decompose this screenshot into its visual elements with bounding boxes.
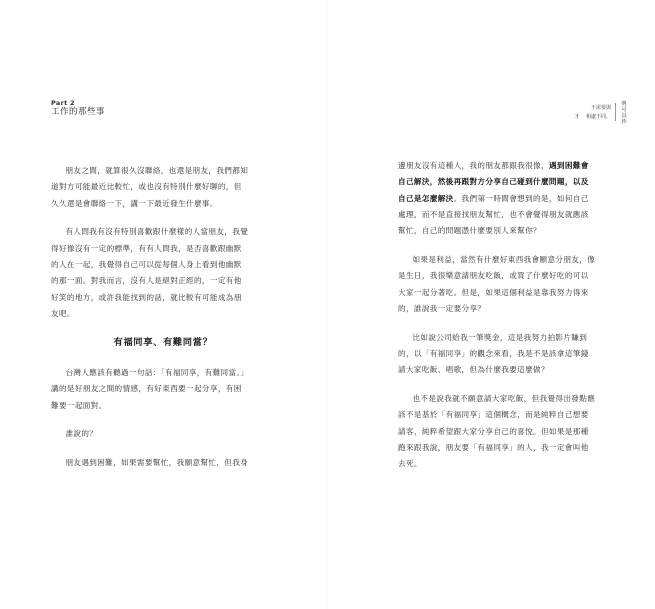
bold-text: 遇到困難會	[548, 161, 589, 170]
text-line: 如果是利益，當然有什麼好東西我會願意分朋友，像	[412, 254, 596, 264]
header-divider	[615, 103, 616, 121]
text-line: 好笑的地方，或許我能找到的話，就比較有可能成為朋	[51, 292, 242, 302]
paragraph	[398, 158, 630, 239]
vertical-mark: 明	[621, 101, 627, 107]
right-page	[328, 0, 655, 609]
right-body-text	[398, 158, 630, 485]
text-line: 該不是基於「有福同享」這個概念，而是純粹自己想要	[398, 410, 589, 420]
text-line: 友吧。	[51, 308, 75, 318]
text-line: 誰說的？	[65, 429, 98, 439]
paragraph	[398, 252, 630, 317]
text-line: 講的是好朋友之間的情感，有好東西要一起分享，有困	[51, 384, 242, 394]
text-line: 幫忙，自己的問題憑什麼要別人來幫你？	[398, 226, 541, 236]
text-line: 請客，純粹希望跟大家分享自己的喜悅。但如果是那種	[398, 426, 589, 436]
running-head-left	[51, 99, 105, 118]
text-line: 難要一起面對。	[51, 400, 107, 410]
text-line: 去死。	[398, 459, 422, 469]
vertical-mark: 以	[621, 113, 627, 119]
text-line: 久久還是會聯絡一下，講一下最近發生什麼事。	[51, 198, 218, 208]
text-line: 處理，而不是直接找朋友幫忙，也不會覺得朋友就應該	[398, 209, 589, 219]
paragraph	[398, 330, 630, 379]
book-title-mark: 才	[574, 114, 580, 120]
text-line: 台灣人應該有聽過一句話：「有福同享，有難同當。」	[65, 367, 249, 377]
paragraph	[51, 163, 275, 212]
bold-text: 自己解決，然後再跟對方分享自己碰到什麼問題，以及	[398, 177, 589, 187]
text-line: 跑來跟我說，朋友要「有福同享」的人，我一定會叫他	[398, 442, 589, 452]
text-line	[398, 191, 630, 207]
section-heading: 有福同享、有難同當？	[113, 336, 213, 348]
text-line: 是生日，我很樂意請朋友吃飯，或買了什麼好吃的可以	[398, 271, 589, 281]
running-head-right	[543, 101, 633, 125]
text-run: 邊朋友沒有這種人，我的朋友都跟我很像，	[398, 161, 549, 170]
chapter-title: 工作的那些事	[51, 107, 106, 117]
text-line	[398, 158, 630, 174]
book-title-line2	[575, 113, 611, 120]
text-line: 朋友遇到困難，如果需要幫忙，我願意幫忙，但我身	[65, 458, 249, 468]
vertical-mark: 抄	[621, 119, 627, 125]
text-line: 也不是說我就不願意請大家吃飯，但我覺得出發點應	[412, 394, 596, 404]
text-run: 。我們第一時間會想到的是，如何自己	[453, 193, 589, 203]
book-title-line2-text: 相處不同，	[585, 114, 611, 120]
text-line: 道對方可能最近比較忙，或也沒有特別什麼好聊的，但	[51, 182, 242, 192]
paragraph	[51, 455, 275, 471]
text-line: 大家一起分著吃。但是，如果這個利益是靠我努力得來	[398, 287, 589, 297]
text-line: 的，以「有福同享」的觀念來看，我是不是該拿這筆錢	[398, 348, 589, 358]
text-line: 請大家吃飯、唱歌，但為什麼我要這麼做？	[398, 365, 549, 375]
paragraph	[51, 365, 275, 414]
text-line: 比如說公司給我一筆獎金，這是我努力拍影片賺到	[412, 332, 588, 342]
text-line: 的，誰說我一定要分享？	[398, 303, 486, 313]
text-line: 有人問我有沒有特別喜歡跟什麼樣的人當朋友，我覺	[65, 227, 249, 237]
text-line: 的人在一起，我覺得自己可以從每個人身上看到他幽默	[51, 259, 242, 269]
vertical-mark: 可	[621, 107, 627, 113]
bold-text: 自己是怎麼解決	[398, 193, 454, 203]
text-line: 朋友之間，就算很久沒聯絡，也還是朋友，我們都知	[65, 166, 249, 175]
left-body-text	[51, 163, 275, 484]
text-line: 得好像沒有一定的標準，有有人問我，是否喜歡跟幽默	[51, 243, 242, 253]
book-title-line1: 不需要與	[590, 105, 611, 111]
text-line: 的那一面。對我而言，沒有人是絕對正經的，一定有他	[51, 276, 242, 286]
paragraph	[51, 426, 275, 442]
vertical-title-marks	[618, 101, 630, 125]
part-label: Part 2	[51, 99, 75, 107]
paragraph	[398, 391, 630, 472]
paragraph	[51, 224, 275, 322]
